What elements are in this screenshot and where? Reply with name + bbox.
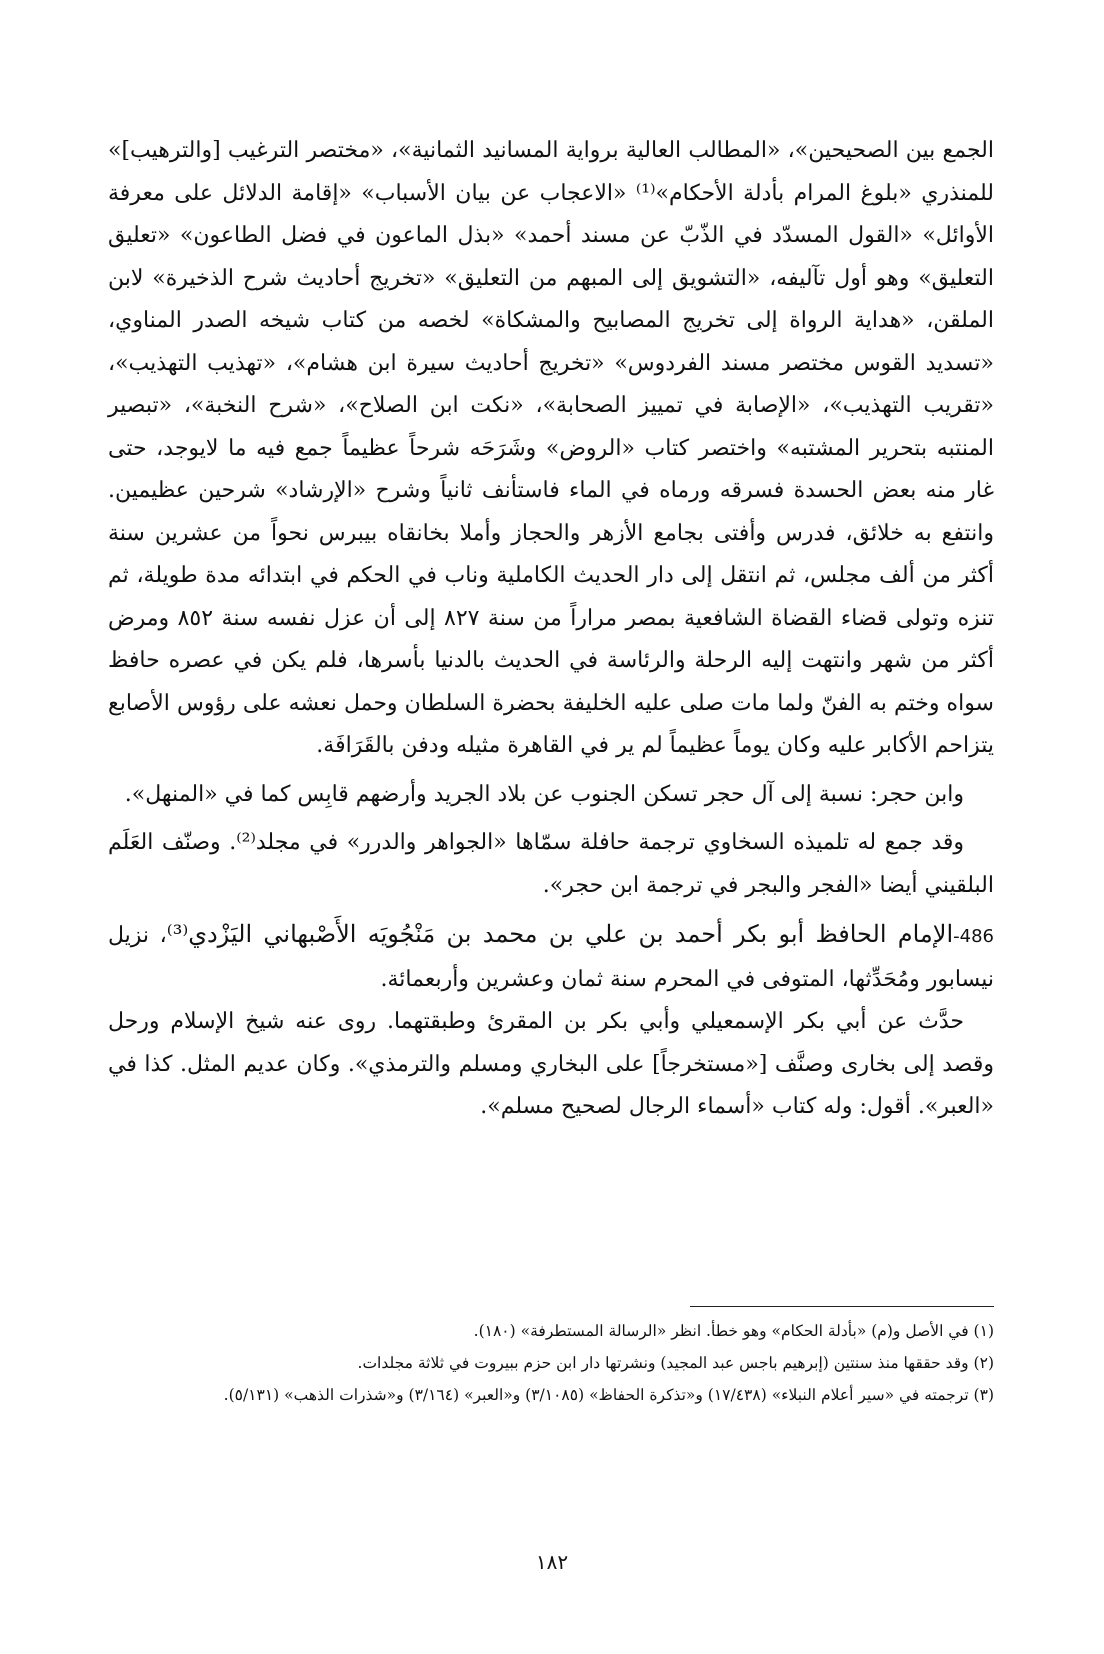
- paragraph-entry-body: حدَّث عن أبي بكر الإسمعيلي وأبي بكر بن المقرئ وطبقتهما. روى عنه شيخ الإسلام ورحل وقصد إلى بخارى وصنَّف [«مستخرجاً] على البخاري ومسلم والترمذي». وكان عديم المثل. كذا في «العبر». أقول: وله كتاب «أسماء الرجال لصحيح مسلم».: [108, 1009, 994, 1119]
- paragraph-nisba: وابن حجر: نسبة إلى آل حجر تسكن الجنوب عن بلاد الجريد وأرضهم قابِس كما في «المنهل».: [124, 781, 964, 807]
- footnote-1: (١) في الأصل و(م) «بأدلة الحكام» وهو خطأ. انظر «الرسالة المستطرفة» (١٨٠).: [473, 1322, 994, 1340]
- entry-number: 486-: [953, 926, 994, 947]
- paragraph-biographies: وقد جمع له تلميذه السخاوي ترجمة حافلة سمّاها «الجواهر والدرر» في مجلد⁽²⁾. وصنّف العَلَم البلقيني أيضا «الفجر والبجر في ترجمة ابن حجر».: [108, 830, 994, 898]
- entry-rest: ، نزيل نيسابور ومُحَدِّثها، المتوفى في المحرم سنة ثمان وعشرين وأربعمائة.: [108, 923, 994, 992]
- footnote-divider: [690, 1306, 994, 1307]
- page-number: ١٨٢: [535, 1550, 569, 1574]
- footnote-2: (٢) وقد حققها منذ سنتين (إبرهيم باجس عبد المجيد) ونشرتها دار ابن حزم ببيروت في ثلاثة مجلدات.: [357, 1354, 994, 1372]
- entry-486: [108, 913, 994, 1001]
- footnote-3: (٣) ترجمته في «سير أعلام النبلاء» (١٧/٤٣٨) و«تذكرة الحفاظ» (٣/١٠٨٥) و«العبر» (٣/١٦٤) و«شذرات الذهب» (٥/١٣١).: [223, 1386, 994, 1404]
- paragraph-works-list: الجمع بين الصحيحين»، «المطالب العالية برواية المسانيد الثمانية»، «مختصر الترغيب [والترهيب]» للمنذري «بلوغ المرام بأدلة الأحكام»⁽¹⁾ «الاعجاب عن بيان الأسباب» «إقامة الدلائل على معرفة الأوائل» «القول المسدّد في الذّبّ عن مسند أحمد» «بذل الماعون في فضل الطاعون» «تعليق التعليق» وهو أول تآليفه، «التشويق إلى المبهم من التعليق» «تخريج أحاديث شرح الذخيرة» لابن الملقن، «هداية الرواة إلى تخريج المصابيح والمشكاة» لخصه من كتاب شيخه الصدر المناوي، «تسديد القوس مختصر مسند الفردوس» «تخريج أحاديث سيرة ابن هشام»، «تهذيب التهذيب»، «تقريب التهذيب»، «الإصابة في تمييز الصحابة»، «نكت ابن الصلاح»، «شرح النخبة»، «تبصير المنتبه بتحرير المشتبه» واختصر كتاب «الروض» وشَرَحَه شرحاً عظيماً جمع فيه ما لايوجد، حتى غار منه بعض الحسدة فسرقه ورماه في الماء فاستأنف ثانياً وشرح «الإرشاد» شرحين عظيمين. وانتفع به خلائق، فدرس وأفتى بجامع الأزهر والحجاز وأملا بخانقاه بيبرس نحواً من عشرين سنة أكثر من ألف مجلس، ثم انتقل إلى دار الحديث الكاملية وناب في الحكم في ابتدائه مدة طويلة، ثم تنزه وتولى قضاء القضاة الشافعية بمصر مراراً من سنة ٨٢٧ إلى أن عزل نفسه سنة ٨٥٢ ومرض أكثر من شهر وانتهت إليه الرحلة والرئاسة في الحديث بالدنيا بأسرها، فلم يكن في عصره حافظ سواه وختم به الفنّ ولما مات صلى عليه الخليفة بحضرة السلطان وحمل نعشه على رؤوس الأصابع يتزاحم الأكابر عليه وكان يوماً عظيماً لم ير في القاهرة مثيله ودفن بالقَرَافَة.: [108, 138, 995, 758]
- footnotes: [108, 1318, 994, 1414]
- entry-title: الإمام الحافظ أبو بكر أحمد بن علي بن محمد بن مَنْجُويَه الأَصْبهاني اليَزْدي⁽³⁾: [166, 920, 954, 948]
- main-text: [108, 130, 994, 1129]
